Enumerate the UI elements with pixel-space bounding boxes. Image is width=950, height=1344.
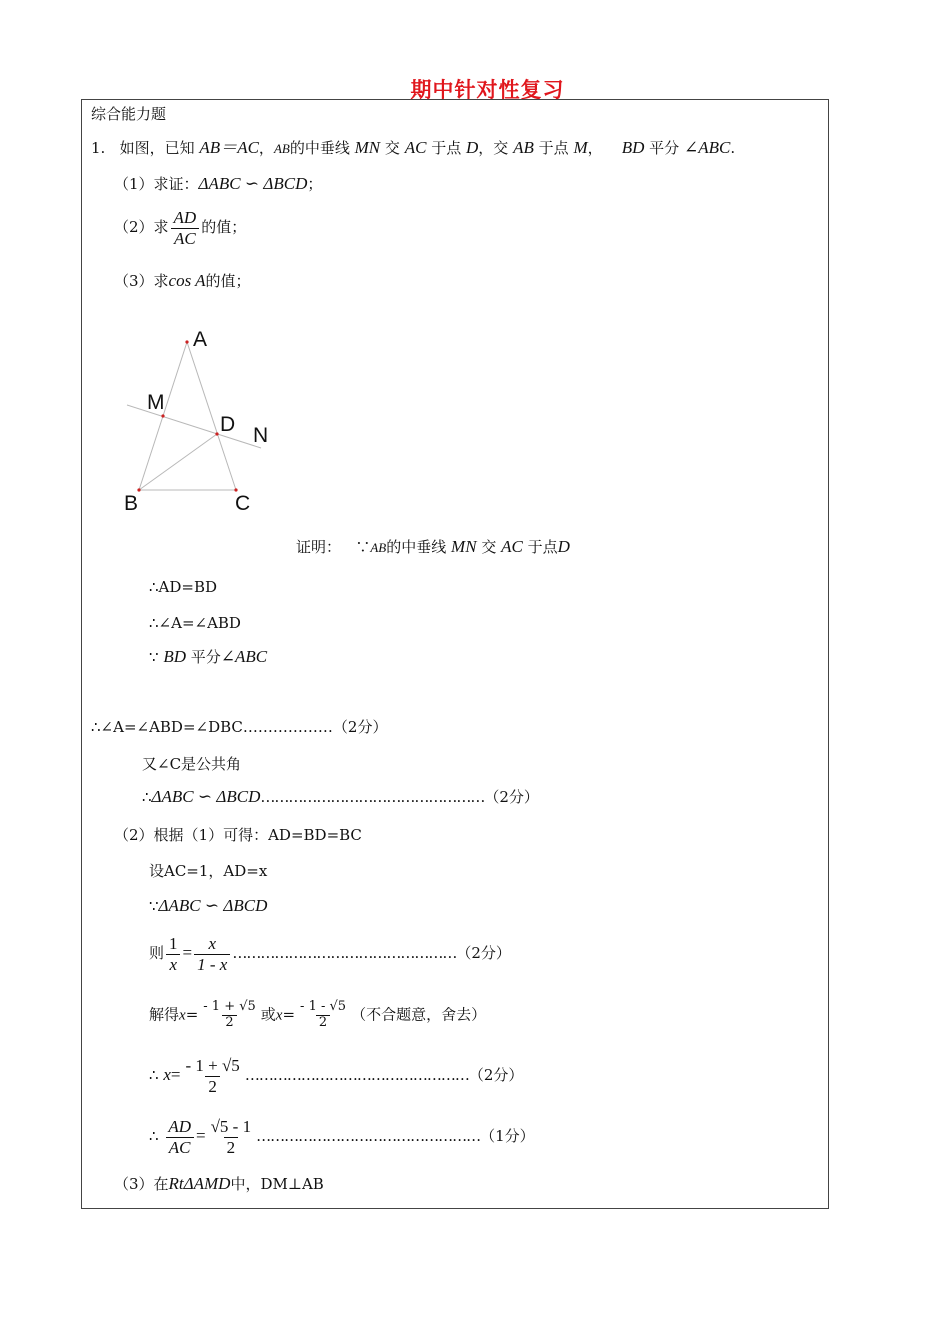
fraction-denominator: 2	[222, 1015, 236, 1031]
fraction-root-1	[200, 1000, 259, 1031]
question-3-prefix: （3）求	[114, 272, 169, 290]
problem-text: 交	[384, 139, 400, 157]
proof-line-5: ∴∠A=∠ABD=∠DBC………………（2分）	[91, 718, 388, 736]
question-2-prefix: （2）求	[114, 218, 169, 237]
proof-label: 证明：	[296, 538, 342, 556]
point-m	[161, 414, 164, 417]
fraction-denominator: AC	[166, 1137, 194, 1158]
math-mn: MN	[354, 138, 381, 157]
because-symbol: ∵	[149, 648, 159, 666]
fraction-ad-ac	[171, 208, 200, 248]
score-label: （2分）	[484, 788, 539, 806]
fraction-answer	[208, 1117, 255, 1157]
math-ab: AB	[273, 141, 290, 156]
math-angle-abc: ∠ABC	[220, 647, 268, 666]
part2-text: 解得	[149, 1005, 180, 1024]
label-c: C	[235, 492, 251, 515]
part3-line-1	[114, 1174, 324, 1194]
therefore-symbol: ∴	[142, 788, 152, 806]
fraction-denominator: AC	[171, 228, 199, 249]
equals-sign: =	[196, 1126, 206, 1146]
part2-note: （不合题意，舍去）	[351, 1005, 487, 1024]
fraction-numerator: √5 - 1	[210, 1117, 252, 1136]
part2-line-5	[149, 1000, 486, 1031]
math-x: x	[275, 1007, 283, 1024]
triangle-diagram	[118, 322, 288, 522]
similarity-expr: ΔABC ∽ ΔBCD	[158, 896, 268, 915]
similarity-expr: ΔABC ∽ ΔBCD	[151, 787, 261, 806]
fraction-denominator: 2	[224, 1137, 239, 1158]
part3-text: （3）在	[114, 1175, 169, 1193]
problem-text: ，交	[478, 139, 509, 157]
proof-text: 于点	[527, 538, 558, 556]
score-label: （2分）	[468, 1066, 524, 1085]
math-ab-eq-ac: AB＝AC	[199, 138, 259, 157]
label-a: A	[193, 328, 208, 351]
proof-line-4	[149, 647, 267, 667]
label-n: N	[253, 424, 269, 447]
question-3-suffix: 的值；	[205, 272, 251, 290]
question-2-suffix: 的值；	[201, 218, 247, 237]
fraction-numerator: AD	[168, 1117, 191, 1136]
math-d: D	[466, 138, 479, 157]
problem-statement	[91, 138, 735, 159]
leader-dots: …………………………………………	[232, 944, 457, 963]
fraction-x-over-1-minus-x	[194, 934, 230, 974]
score-label: （2分）	[456, 944, 511, 963]
math-x: x	[179, 1007, 186, 1024]
proof-line-2: ∴AD=BD	[149, 578, 218, 596]
math-angle-abc: ∠ABC	[683, 138, 731, 157]
question-3	[114, 271, 251, 291]
point-d	[215, 432, 218, 435]
question-1-prefix: （1）求证：	[114, 175, 199, 193]
fraction-ad-ac	[165, 1117, 194, 1157]
proof-line-3: ∴∠A=∠ABD	[149, 614, 241, 632]
fraction-denominator: 2	[316, 1015, 330, 1031]
fraction-denominator: 1 - x	[194, 954, 230, 975]
proof-line-6: 又∠C是公共角	[142, 755, 242, 773]
fraction-numerator: - 1 + √5	[185, 1056, 240, 1075]
equals-sign: =	[170, 1065, 181, 1085]
leader-dots: …………………………………………	[256, 1127, 481, 1146]
fraction-numerator: x	[208, 934, 216, 953]
therefore-symbol: ∴	[149, 1127, 159, 1146]
math-bd: BD	[163, 647, 186, 666]
label-b: B	[124, 492, 139, 515]
proof-text: 交	[481, 538, 497, 556]
part2-text: 则	[149, 944, 165, 963]
math-d: D	[557, 537, 570, 556]
problem-text: 如图，已知	[119, 139, 195, 157]
fraction-denominator: 2	[205, 1076, 220, 1097]
equals-sign: =	[182, 943, 193, 963]
equals-sign: =	[185, 1005, 199, 1024]
question-3-expr: cos A	[168, 271, 206, 290]
problem-text: 于点	[431, 139, 462, 157]
part3-text: 中，DM⊥AB	[230, 1175, 324, 1193]
math-bd: BD	[621, 138, 645, 157]
label-d: D	[220, 413, 236, 436]
problem-text: ，	[587, 139, 603, 157]
problem-text: 于点	[538, 139, 569, 157]
because-symbol: ∵	[355, 538, 371, 556]
page-title: 期中针对性复习	[410, 77, 565, 102]
part2-line-2: 设AC=1，AD=x	[149, 862, 268, 880]
question-2	[114, 208, 246, 248]
section-label: 综合能力题	[91, 105, 167, 123]
therefore-symbol: ∴	[149, 1066, 159, 1085]
fraction-1-over-x	[166, 934, 181, 974]
fraction-numerator: - 1 + √5	[203, 999, 256, 1014]
question-1	[114, 174, 322, 194]
question-1-suffix: ；	[307, 175, 323, 193]
label-m: M	[147, 391, 165, 414]
part2-line-3	[149, 896, 267, 916]
because-symbol: ∵	[149, 897, 159, 915]
problem-text: 平分	[649, 139, 680, 157]
math-rt-amd: RtΔAMD	[168, 1174, 231, 1193]
math-ac: AC	[404, 138, 427, 157]
proof-line-1	[296, 537, 570, 558]
score-label: （1分）	[480, 1127, 535, 1146]
problem-number: 1.	[91, 139, 106, 157]
fraction-denominator: x	[166, 954, 180, 975]
math-x: x	[163, 1065, 171, 1085]
fraction-numerator: 1	[169, 934, 178, 953]
proof-text: 的中垂线	[386, 538, 447, 556]
proof-line-7	[142, 787, 539, 807]
leader-dots: …………………………………………	[244, 1066, 469, 1085]
segment-bd	[139, 434, 217, 490]
point-a	[185, 340, 188, 343]
fraction-numerator: AD	[173, 208, 197, 227]
part2-line-4	[149, 934, 511, 974]
fraction-root-2	[297, 1000, 349, 1031]
problem-text: .	[730, 139, 736, 157]
part2-line-6	[149, 1056, 523, 1096]
proof-text: 平分	[190, 648, 221, 666]
math-ac: AC	[501, 537, 523, 556]
fraction-x-value	[182, 1056, 242, 1096]
math-mn: MN	[451, 537, 477, 556]
math-ab: AB	[513, 138, 534, 157]
math-ab: AB	[370, 540, 387, 555]
part2-text: 或	[260, 1005, 276, 1024]
problem-text: 的中垂线	[289, 139, 350, 157]
part2-line-7	[149, 1117, 535, 1157]
question-1-expr: ΔABC ∽ ΔBCD	[198, 174, 308, 193]
equals-sign: =	[282, 1005, 296, 1024]
fraction-numerator: - 1 - √5	[300, 999, 347, 1014]
math-m: M	[573, 138, 588, 157]
part2-line-1: （2）根据（1）可得：AD=BD=BC	[114, 826, 362, 844]
leader-dots: …………………………………………	[260, 788, 485, 806]
problem-text: ，	[258, 139, 274, 157]
